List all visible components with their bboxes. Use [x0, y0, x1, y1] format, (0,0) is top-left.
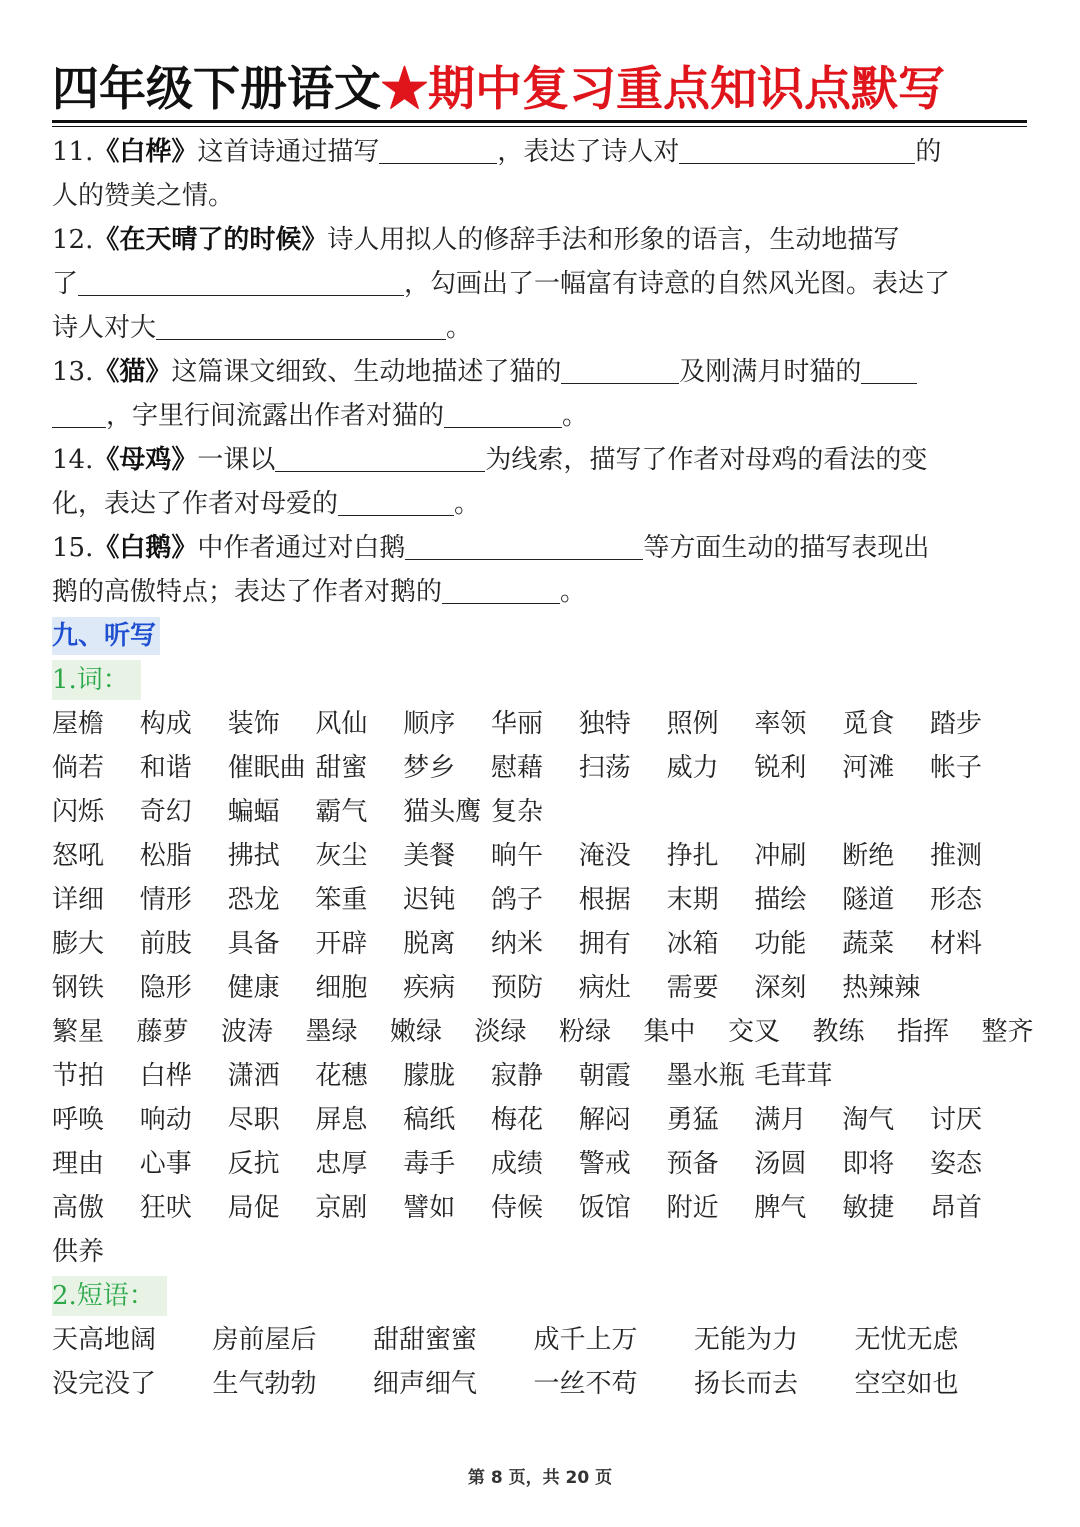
answer-blank[interactable] [405, 529, 643, 560]
question-15-line-1 [52, 526, 1030, 570]
question-text: ，勾画出了一幅富有诗意的自然风光图。表达了 [404, 269, 951, 299]
vocab-word: 心事 [139, 1149, 192, 1179]
vocab-word: 高傲 [52, 1193, 105, 1223]
vocab-word: 晌午 [491, 841, 544, 871]
vocab-word: 形态 [930, 885, 983, 915]
vocab-word: 材料 [930, 929, 983, 959]
question-13-line-2 [52, 394, 1030, 438]
vocab-phrase: 甜甜蜜蜜 [373, 1325, 478, 1355]
vocab-word: 率领 [754, 709, 807, 739]
vocab-phrase: 扬长而去 [694, 1369, 799, 1399]
vocab-word: 敏捷 [842, 1193, 895, 1223]
question-text: 这篇课文细致、生动地描述了猫的 [171, 357, 562, 387]
vocab-word: 构成 [139, 709, 192, 739]
answer-blank[interactable] [679, 133, 915, 164]
vocab-word: 附近 [666, 1193, 719, 1223]
vocab-word: 成绩 [491, 1149, 544, 1179]
vocab-word: 屏息 [315, 1105, 368, 1135]
vocab-word: 冲刷 [754, 841, 807, 871]
star-icon: ★ [381, 62, 428, 117]
vocab-word: 朝霞 [578, 1061, 631, 1091]
vocab-word: 预备 [666, 1149, 719, 1179]
vocab-word: 墨水瓶 [666, 1061, 745, 1091]
vocab-word: 藤萝 [136, 1017, 189, 1047]
dictation-section-header [52, 614, 1030, 658]
question-text: 等方面生动的描写表现出 [643, 533, 930, 563]
question-work-title: 《在天晴了的时候》 [93, 225, 328, 255]
vocab-word: 繁星 [52, 1017, 105, 1047]
answer-blank[interactable] [444, 397, 562, 428]
vocab-word: 情形 [139, 885, 192, 915]
vocab-phrase: 一丝不苟 [533, 1369, 638, 1399]
question-12-line-2 [52, 262, 1030, 306]
vocab-word: 预防 [491, 973, 544, 1003]
question-work-title: 《白鹅》 [93, 533, 198, 563]
vocab-word: 需要 [666, 973, 719, 1003]
answer-blank[interactable] [52, 397, 106, 428]
vocab-word: 照例 [666, 709, 719, 739]
vocab-word: 推测 [930, 841, 983, 871]
question-11-line-2 [52, 174, 1030, 218]
title-grade: 四年级下册语文 [52, 62, 381, 117]
vocab-word: 拥有 [578, 929, 631, 959]
vocab-word: 独特 [578, 709, 631, 739]
question-text: 。 [454, 489, 481, 519]
vocab-word: 狂吠 [139, 1193, 192, 1223]
question-14-line-2 [52, 482, 1030, 526]
vocab-word: 梅花 [491, 1105, 544, 1135]
vocab-word: 集中 [643, 1017, 696, 1047]
vocab-word: 譬如 [403, 1193, 456, 1223]
word-row [52, 922, 1030, 966]
word-row [52, 1142, 1030, 1186]
vocab-word: 屋檐 [52, 709, 105, 739]
vocab-word: 具备 [227, 929, 280, 959]
answer-blank[interactable] [338, 485, 454, 516]
vocab-word: 顺序 [403, 709, 456, 739]
vocab-phrase: 天高地阔 [52, 1325, 157, 1355]
vocab-word: 蔬菜 [842, 929, 895, 959]
vocab-word: 灰尘 [315, 841, 368, 871]
vocab-word: 花穗 [315, 1061, 368, 1091]
vocab-word: 前肢 [139, 929, 192, 959]
vocab-word: 鸽子 [491, 885, 544, 915]
vocab-word: 功能 [754, 929, 807, 959]
vocab-word: 蝙蝠 [227, 797, 280, 827]
question-work-title: 《母鸡》 [93, 445, 198, 475]
question-number: 13. [52, 357, 94, 387]
word-row [52, 746, 1030, 790]
vocab-phrase: 成千上万 [533, 1325, 638, 1355]
vocab-word: 局促 [227, 1193, 280, 1223]
vocab-word: 松脂 [139, 841, 192, 871]
vocab-phrase: 细声细气 [373, 1369, 478, 1399]
vocab-word: 装饰 [227, 709, 280, 739]
vocab-word: 响动 [139, 1105, 192, 1135]
vocab-word: 淹没 [578, 841, 631, 871]
vocab-word: 嫩绿 [390, 1017, 443, 1047]
vocab-phrase: 无能为力 [694, 1325, 799, 1355]
question-text: 诗人对大 [52, 313, 157, 343]
vocab-word: 恐龙 [227, 885, 280, 915]
vocab-word: 慰藉 [491, 753, 544, 783]
vocab-word: 勇猛 [666, 1105, 719, 1135]
vocab-word: 冰箱 [666, 929, 719, 959]
vocab-phrase: 空空如也 [854, 1369, 959, 1399]
vocab-phrase: 无忧无虑 [854, 1325, 959, 1355]
word-row [52, 834, 1030, 878]
word-row [52, 1010, 1034, 1054]
vocab-word: 河滩 [842, 753, 895, 783]
vocab-word: 踏步 [930, 709, 983, 739]
word-row [52, 1230, 1030, 1274]
vocab-word: 粉绿 [559, 1017, 612, 1047]
vocab-word: 和谐 [139, 753, 192, 783]
vocab-word: 教练 [812, 1017, 865, 1047]
vocab-phrase: 生气勃勃 [212, 1369, 317, 1399]
vocab-word: 寂静 [491, 1061, 544, 1091]
vocab-word: 梦乡 [403, 753, 456, 783]
question-14-line-1 [52, 438, 1030, 482]
word-row [52, 790, 1030, 834]
vocab-word: 催眠曲 [227, 753, 306, 783]
vocab-phrase: 没完没了 [52, 1369, 157, 1399]
vocab-word: 隧道 [842, 885, 895, 915]
vocab-word: 开辟 [315, 929, 368, 959]
answer-blank[interactable] [78, 265, 404, 296]
page-header [52, 55, 1027, 125]
word-list [52, 702, 1034, 1274]
vocab-word: 京剧 [315, 1193, 368, 1223]
vocab-word: 纳米 [491, 929, 544, 959]
question-number: 15. [52, 533, 94, 563]
question-12-line-1 [52, 218, 1030, 262]
vocab-word: 病灶 [578, 973, 631, 1003]
word-row [52, 966, 1030, 1010]
words-title: 1.词： [52, 660, 141, 700]
vocab-word: 热辣辣 [842, 973, 921, 1003]
vocab-word: 隐形 [139, 973, 192, 1003]
phrases-subheader [52, 1274, 1030, 1318]
vocab-word: 姿态 [930, 1149, 983, 1179]
vocab-word: 奇幻 [139, 797, 192, 827]
vocab-word: 疾病 [403, 973, 456, 1003]
question-text: 鹅的高傲特点；表达了作者对鹅的 [52, 577, 443, 607]
question-number: 14. [52, 445, 94, 475]
vocab-word: 末期 [666, 885, 719, 915]
vocab-word: 深刻 [754, 973, 807, 1003]
header-rule-thin [52, 126, 1027, 127]
section-title: 九、听写 [52, 617, 160, 655]
word-row [52, 1186, 1030, 1230]
answer-blank[interactable] [275, 441, 485, 472]
vocab-word: 解闷 [578, 1105, 631, 1135]
answer-blank[interactable] [156, 309, 446, 340]
vocab-word: 威力 [666, 753, 719, 783]
word-row [52, 1054, 1030, 1098]
vocab-word: 警戒 [578, 1149, 631, 1179]
vocab-word: 拂拭 [227, 841, 280, 871]
word-row [52, 1098, 1030, 1142]
question-text: 人的赞美之情。 [52, 181, 235, 211]
header-rule-thick [52, 120, 1027, 123]
vocab-word: 挣扎 [666, 841, 719, 871]
vocab-word: 忠厚 [315, 1149, 368, 1179]
vocab-word: 波涛 [221, 1017, 274, 1047]
vocab-word: 甜蜜 [315, 753, 368, 783]
vocab-word: 猫头鹰 [403, 797, 482, 827]
answer-blank[interactable] [379, 133, 497, 164]
vocab-word: 华丽 [491, 709, 544, 739]
vocab-word: 即将 [842, 1149, 895, 1179]
vocab-word: 白桦 [139, 1061, 192, 1091]
word-row [52, 878, 1030, 922]
question-12-line-3 [52, 306, 1030, 350]
vocab-word: 钢铁 [52, 973, 105, 1003]
vocab-word: 详细 [52, 885, 105, 915]
vocab-word: 怒吼 [52, 841, 105, 871]
phrase-row [52, 1318, 1030, 1362]
answer-blank[interactable] [442, 573, 560, 604]
vocab-word: 美餐 [403, 841, 456, 871]
phrase-list [52, 1318, 1030, 1406]
page-number: 第 8 页，共 20 页 [467, 1468, 613, 1488]
answer-blank[interactable] [861, 353, 917, 384]
question-text: 中作者通过对白鹅 [197, 533, 406, 563]
phrase-row [52, 1362, 1030, 1406]
vocab-word: 指挥 [897, 1017, 950, 1047]
question-text: 诗人用拟人的修辞手法和形象的语言，生动地描写 [327, 225, 900, 255]
question-text: 了 [52, 269, 79, 299]
vocab-word: 讨厌 [930, 1105, 983, 1135]
vocab-word: 脱离 [403, 929, 456, 959]
vocab-word: 倘若 [52, 753, 105, 783]
question-text: 一课以 [197, 445, 276, 475]
word-row [52, 702, 1030, 746]
vocab-word: 毛茸茸 [754, 1061, 833, 1091]
question-11-line-1 [52, 130, 1030, 174]
worksheet-content [52, 130, 1034, 1406]
vocab-word: 细胞 [315, 973, 368, 1003]
question-text: 。 [562, 401, 589, 431]
question-text: 。 [446, 313, 473, 343]
vocab-word: 尽职 [227, 1105, 280, 1135]
vocab-word: 节拍 [52, 1061, 105, 1091]
question-text: ，字里行间流露出作者对猫的 [106, 401, 445, 431]
title-topic: 期中复习重点知识点默写 [428, 62, 945, 117]
vocab-word: 根据 [578, 885, 631, 915]
question-work-title: 《猫》 [93, 357, 172, 387]
vocab-word: 饭馆 [578, 1193, 631, 1223]
vocab-word: 稿纸 [403, 1105, 456, 1135]
vocab-word: 潇洒 [227, 1061, 280, 1091]
vocab-word: 觅食 [842, 709, 895, 739]
vocab-word: 霸气 [315, 797, 368, 827]
vocab-word: 闪烁 [52, 797, 105, 827]
vocab-word: 断绝 [842, 841, 895, 871]
vocab-word: 迟钝 [403, 885, 456, 915]
vocab-phrase: 房前屋后 [212, 1325, 317, 1355]
vocab-word: 复杂 [491, 797, 544, 827]
vocab-word: 满月 [754, 1105, 807, 1135]
question-number: 11. [52, 137, 94, 167]
question-number: 12. [52, 225, 94, 255]
vocab-word: 锐利 [754, 753, 807, 783]
vocab-word: 淡绿 [474, 1017, 527, 1047]
vocab-word: 反抗 [227, 1149, 280, 1179]
vocab-word: 理由 [52, 1149, 105, 1179]
vocab-word: 呼唤 [52, 1105, 105, 1135]
question-13-line-1 [52, 350, 1030, 394]
vocab-word: 墨绿 [305, 1017, 358, 1047]
vocab-word: 供养 [52, 1237, 105, 1267]
question-text: 及刚满月时猫的 [679, 357, 862, 387]
vocab-word: 描绘 [754, 885, 807, 915]
phrases-title: 2.短语： [52, 1276, 167, 1316]
vocab-word: 淘气 [842, 1105, 895, 1135]
vocab-word: 笨重 [315, 885, 368, 915]
vocab-word: 侍候 [491, 1193, 544, 1223]
vocab-word: 交叉 [728, 1017, 781, 1047]
question-text: 。 [560, 577, 587, 607]
question-text: 为线索，描写了作者对母鸡的看法的变 [485, 445, 928, 475]
vocab-word: 帐子 [930, 753, 983, 783]
vocab-word: 脾气 [754, 1193, 807, 1223]
question-15-line-2 [52, 570, 1030, 614]
vocab-word: 昂首 [930, 1193, 983, 1223]
vocab-word: 风仙 [315, 709, 368, 739]
vocab-word: 朦胧 [403, 1061, 456, 1091]
vocab-word: 毒手 [403, 1149, 456, 1179]
question-text: ，表达了诗人对 [497, 137, 680, 167]
vocab-word: 扫荡 [578, 753, 631, 783]
vocab-word: 整齐 [981, 1017, 1034, 1047]
answer-blank[interactable] [561, 353, 679, 384]
words-subheader [52, 658, 1030, 702]
question-text: 的 [915, 137, 942, 167]
question-text: 化，表达了作者对母爱的 [52, 489, 339, 519]
question-text: 这首诗通过描写 [197, 137, 380, 167]
vocab-word: 膨大 [52, 929, 105, 959]
vocab-word: 汤圆 [754, 1149, 807, 1179]
question-work-title: 《白桦》 [93, 137, 198, 167]
vocab-word: 健康 [227, 973, 280, 1003]
